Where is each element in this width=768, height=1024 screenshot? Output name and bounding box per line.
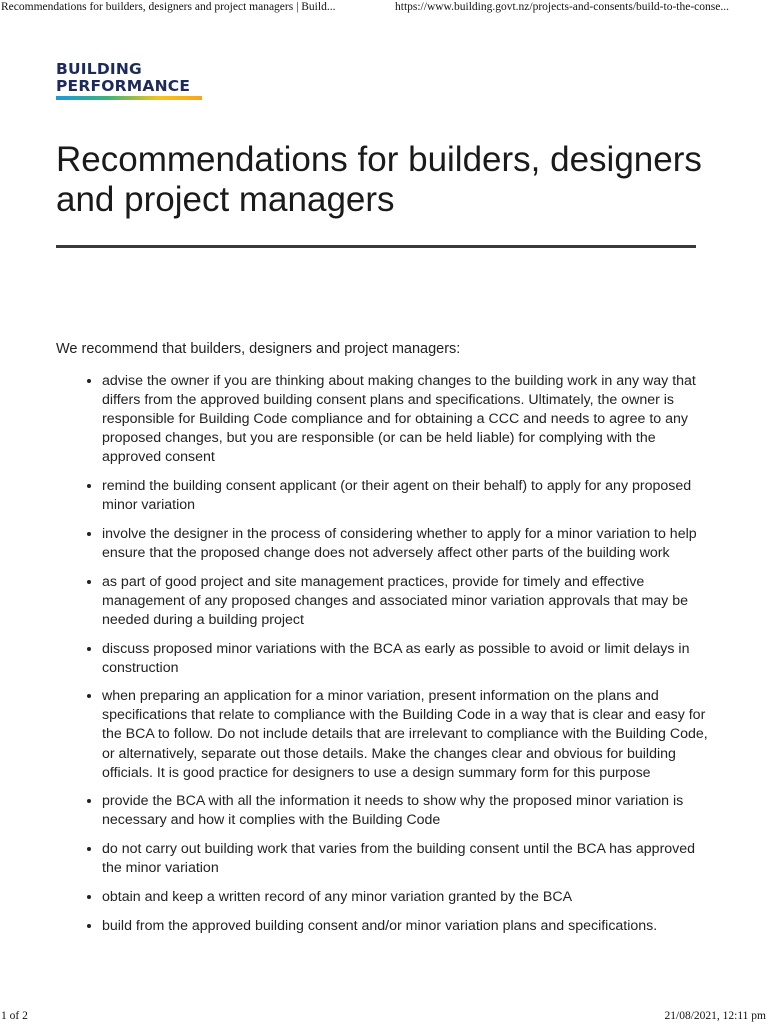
logo-color-bar	[56, 96, 202, 100]
list-item: • remind the building consent applicant (or their agent on their behalf) to apply for any proposed minor variation	[102, 477, 714, 515]
list-item: • build from the approved building consent and/or minor variation plans and specifications.	[102, 917, 714, 936]
logo-line-1: BUILDING	[56, 60, 142, 78]
intro-paragraph: We recommend that builders, designers and project managers:	[56, 341, 461, 357]
print-footer	[0, 1006, 768, 1024]
list-item: • discuss proposed minor variations with the BCA as early as possible to avoid or limit delays in construction	[102, 640, 714, 678]
list-item: • involve the designer in the process of considering whether to apply for a minor variation to help ensure that the proposed change does not adversely affect other parts of the building work	[102, 525, 714, 563]
print-datetime: 21/08/2021, 12:11 pm	[664, 1010, 766, 1022]
list-item: • advise the owner if you are thinking about making changes to the building work in any way that differs from the approved building consent plans and specifications. Ultimately, the owner is responsible for Building Code compliance and for obtaining a CCC and needs to agree to any proposed changes, but you are responsible (or can be held liable) for complying with the approved consent	[102, 372, 714, 467]
page-title: Recommendations for builders, designers and project managers	[56, 140, 702, 219]
title-divider	[56, 245, 696, 248]
list-item: • as part of good project and site management practices, provide for timely and effective management of any proposed changes and associated minor variation approvals that may be needed during a building project	[102, 573, 714, 630]
print-header	[0, 0, 768, 18]
list-item: • when preparing an application for a minor variation, present information on the plans and specifications that relate to compliance with the Building Code in a way that is clear and easy for the BCA to follow. Do not include details that are irrelevant to compliance with the Building Code, or alternatively, separate out those details. Make the changes clear and obvious for building officials. It is good practice for designers to use a design summary form for this purpose	[102, 687, 714, 782]
print-page-url: https://www.building.govt.nz/projects-and-consents/build-to-the-conse...	[395, 1, 729, 13]
logo-line-2: PERFORMANCE	[56, 77, 191, 95]
page-number: 1 of 2	[1, 1010, 28, 1022]
print-page-title: Recommendations for builders, designers and project managers | Build...	[1, 1, 336, 13]
list-item: • do not carry out building work that varies from the building consent until the BCA has approved the minor variation	[102, 840, 714, 878]
list-item: • provide the BCA with all the information it needs to show why the proposed minor variation is necessary and how it complies with the Building Code	[102, 792, 714, 830]
recommendations-list	[86, 372, 714, 945]
list-item: • obtain and keep a written record of any minor variation granted by the BCA	[102, 888, 714, 907]
building-performance-logo	[56, 61, 206, 100]
